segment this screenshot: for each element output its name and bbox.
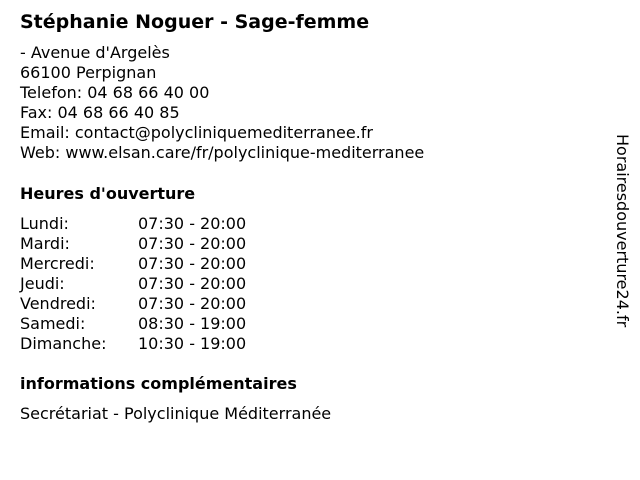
site-watermark: Horairesdouverture24.fr	[613, 134, 632, 328]
hours-day: Mercredi:	[20, 254, 95, 273]
page-title: Stéphanie Noguer - Sage-femme	[20, 11, 370, 33]
contact-block	[20, 43, 424, 163]
hours-time: 07:30 - 20:00	[138, 294, 247, 313]
website-link: Web: www.elsan.care/fr/polyclinique-mediterranee	[20, 143, 425, 162]
hours-row-mardi	[20, 234, 246, 254]
fax-number: Fax: 04 68 66 40 85	[20, 103, 180, 122]
address-street: - Avenue d'Argelès	[20, 43, 170, 62]
hours-table	[20, 214, 246, 354]
hours-day: Samedi:	[20, 314, 86, 333]
hours-time: 07:30 - 20:00	[138, 274, 247, 293]
hours-time: 10:30 - 19:00	[138, 334, 247, 353]
hours-day: Dimanche:	[20, 334, 107, 353]
hours-day: Lundi:	[20, 214, 69, 233]
hours-row-dimanche	[20, 334, 246, 354]
hours-row-samedi	[20, 314, 246, 334]
hours-day: Vendredi:	[20, 294, 96, 313]
info-heading: informations complémentaires	[20, 374, 297, 393]
hours-heading: Heures d'ouverture	[20, 184, 196, 203]
hours-time: 07:30 - 20:00	[138, 214, 247, 233]
hours-time: 07:30 - 20:00	[138, 234, 247, 253]
hours-row-jeudi	[20, 274, 246, 294]
address-city: 66100 Perpignan	[20, 63, 157, 82]
hours-time: 08:30 - 19:00	[138, 314, 247, 333]
hours-row-mercredi	[20, 254, 246, 274]
info-text: Secrétariat - Polyclinique Méditerranée	[20, 404, 332, 423]
hours-day: Jeudi:	[20, 274, 65, 293]
email-address: Email: contact@polycliniquemediterranee.fr	[20, 123, 373, 142]
hours-row-vendredi	[20, 294, 246, 314]
hours-day: Mardi:	[20, 234, 70, 253]
hours-time: 07:30 - 20:00	[138, 254, 247, 273]
hours-row-lundi	[20, 214, 246, 234]
phone-number: Telefon: 04 68 66 40 00	[20, 83, 210, 102]
